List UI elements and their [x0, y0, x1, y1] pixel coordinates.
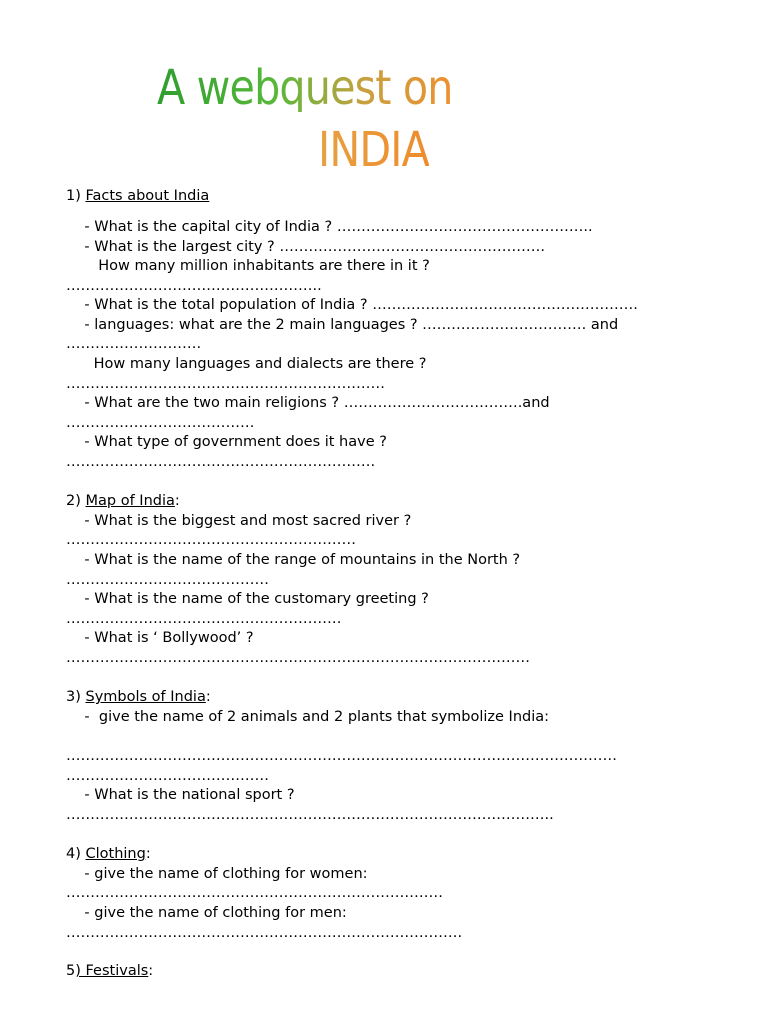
worksheet-line	[66, 453, 375, 472]
worksheet-line	[66, 924, 462, 943]
worksheet-line	[66, 492, 180, 511]
line-text: - What type of government does it have ?	[66, 434, 387, 450]
section-heading: ) Festivals	[75, 963, 149, 979]
line-suffix: :	[174, 493, 180, 509]
worksheet-line	[66, 904, 347, 923]
section-heading: Clothing	[85, 846, 146, 862]
line-text: 4)	[66, 846, 86, 862]
line-text: 2)	[66, 493, 86, 509]
line-text: ……………………………………………………….	[66, 454, 376, 470]
line-text: - give the name of clothing for men:	[66, 905, 347, 921]
section-heading: Symbols of India	[85, 689, 206, 705]
line-suffix: :	[148, 963, 154, 979]
worksheet-line	[66, 962, 153, 981]
worksheet-line	[66, 394, 550, 413]
line-text: - What is the name of the range of mountains in the North ?	[66, 552, 521, 568]
line-text: 5	[66, 963, 76, 979]
line-text: ………………………………………………………………………………………..	[66, 807, 554, 823]
worksheet-line	[66, 433, 387, 452]
line-text: - give the name of 2 animals and 2 plants that symbolize India:	[66, 709, 550, 725]
line-text: ……………………………………	[66, 572, 269, 588]
worksheet-line	[66, 512, 411, 531]
line-text: ……………………………………	[66, 768, 269, 784]
line-text: ……………………………………………………………………….	[66, 925, 463, 941]
worksheet-line	[66, 708, 549, 727]
worksheet-line	[66, 865, 368, 884]
page-title-line-1: A webquest on	[157, 60, 453, 116]
worksheet-line	[66, 257, 430, 276]
line-text: ……………………………………………………………………	[66, 885, 443, 901]
worksheet-line	[66, 688, 211, 707]
worksheet-line	[66, 277, 322, 296]
section-heading: Facts about India	[85, 188, 210, 204]
worksheet-line	[66, 375, 385, 394]
line-text: …………………………………………………	[66, 611, 342, 627]
line-text: - What is ‘ Bollywood’ ?	[66, 630, 254, 646]
worksheet-line	[66, 531, 356, 550]
worksheet-line	[66, 610, 342, 629]
worksheet-line	[66, 747, 617, 766]
worksheet-line	[66, 355, 426, 374]
line-text: ……………………………………………………………………………………	[66, 650, 530, 666]
worksheet-line	[66, 335, 201, 354]
worksheet-line	[66, 414, 255, 433]
worksheet-line	[66, 238, 545, 257]
line-text: ……………………………………………………………………………………………………	[66, 748, 617, 764]
line-text: - What is the total population of India ? ……………………………………………….	[66, 297, 638, 313]
worksheet-line	[66, 806, 554, 825]
line-text: - What are the two main religions ? ……………………………….and	[66, 395, 550, 411]
worksheet-line	[66, 316, 618, 335]
worksheet-line	[66, 187, 209, 206]
worksheet-line	[66, 845, 151, 864]
line-text: 1)	[66, 188, 86, 204]
line-suffix: :	[205, 689, 211, 705]
worksheet-line	[66, 590, 429, 609]
line-text: …………………………………	[66, 415, 255, 431]
worksheet-line	[66, 571, 269, 590]
worksheet-line	[66, 649, 530, 668]
worksheet-line	[66, 629, 254, 648]
line-text: - What is the capital city of India ? ……………………………………………..	[66, 219, 593, 235]
line-text: …………………………………………………………	[66, 376, 385, 392]
worksheet-line	[66, 218, 593, 237]
line-text: - What is the name of the customary greeting ?	[66, 591, 429, 607]
line-text: - What is the national sport ?	[66, 787, 295, 803]
worksheet-line	[66, 551, 520, 570]
line-text: 3)	[66, 689, 86, 705]
line-text: ……………………….	[66, 336, 202, 352]
page-title-line-2: INDIA	[318, 122, 429, 178]
worksheet-line	[66, 786, 295, 805]
line-text: - What is the biggest and most sacred river ?	[66, 513, 412, 529]
worksheet-line	[66, 884, 443, 903]
line-text: ……………………………………………………	[66, 532, 356, 548]
line-suffix: :	[145, 846, 151, 862]
worksheet-line	[66, 296, 638, 315]
section-heading: Map of India	[85, 493, 175, 509]
worksheet-line	[66, 767, 269, 786]
line-text: - give the name of clothing for women:	[66, 866, 368, 882]
line-text: - What is the largest city ? ……………………………………………….	[66, 239, 545, 255]
line-text: - languages: what are the 2 main languages ? ……………………………. and	[66, 317, 619, 333]
line-text: How many million inhabitants are there in it ?	[66, 258, 430, 274]
line-text: How many languages and dialects are there ?	[66, 356, 427, 372]
line-text: ……………………………………………..	[66, 278, 322, 294]
